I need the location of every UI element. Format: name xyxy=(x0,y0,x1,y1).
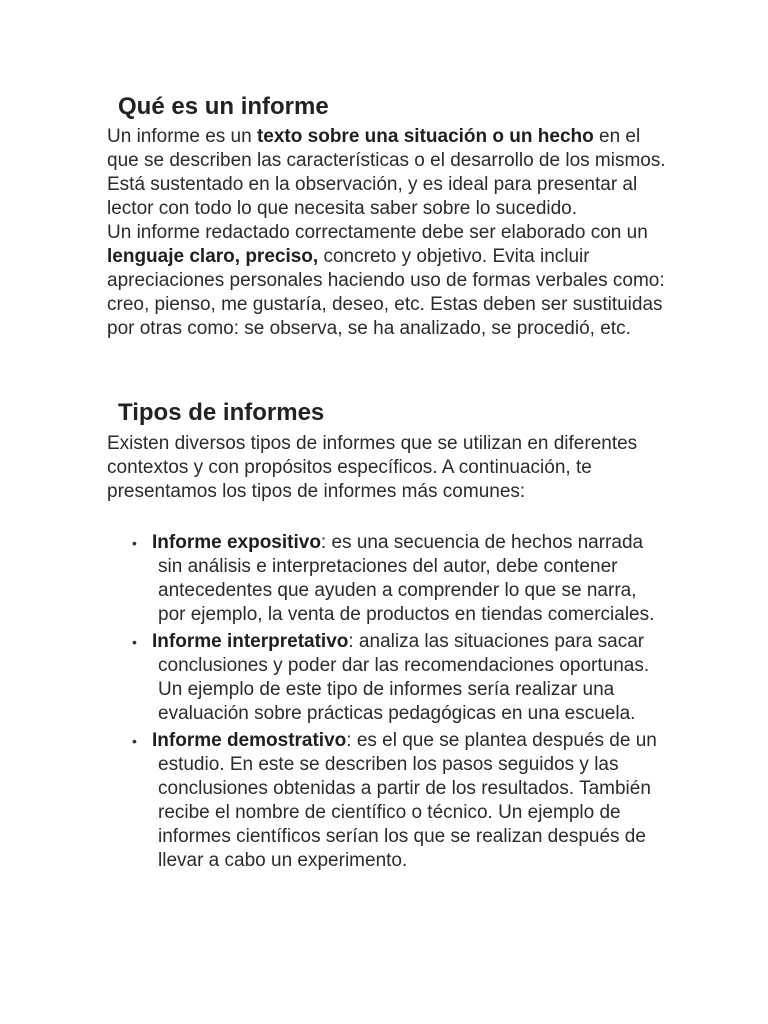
list-item-text: : es una secuencia de hechos narrada sin análisis e interpretaciones del autor, debe contener antecedentes que ayuden a comprender lo que se narra, por ejemplo, la venta de productos en tiendas comerciales. xyxy=(158,532,655,625)
text-segment: Un informe redactado correctamente debe ser elaborado con un xyxy=(107,222,648,243)
bullet-icon: • xyxy=(132,535,137,551)
paragraph-definition xyxy=(107,125,667,221)
list-item-text: : analiza las situaciones para sacar conclusiones y poder dar las recomendaciones oportunas. Un ejemplo de este tipo de informes sería realizar una evaluación sobre prácticas pedagógicas en una escuela. xyxy=(158,631,650,724)
list-item-text: : es el que se plantea después de un estudio. En este se describen los pasos seguidos y las conclusiones obtenidas a partir de los resultados. También recibe el nombre de científico o técnico. Un ejemplo de informes científicos serían los que se realizan después de llevar a cabo un experimento. xyxy=(158,730,657,871)
list-item xyxy=(107,531,667,627)
paragraph-language xyxy=(107,221,667,341)
list-item-term: Informe demostrativo xyxy=(152,730,347,751)
bold-phrase: texto sobre una situación o un hecho xyxy=(256,126,594,147)
bullet-icon: • xyxy=(132,733,137,749)
section-body-tipos xyxy=(107,432,667,504)
list-item-term: Informe expositivo xyxy=(152,532,321,553)
list-item xyxy=(107,630,667,726)
bold-phrase: lenguaje claro, preciso, xyxy=(107,246,319,267)
text-segment: en el que se describen las características o el desarrollo de los mismos. Está sustentado en la observación, y es ideal para presentar al lector con todo lo que necesita saber sobre lo sucedido. xyxy=(107,126,666,219)
section-body-informe xyxy=(107,125,667,341)
text-segment: concreto y objetivo. Evita incluir apreciaciones personales haciendo uso de formas verbales como: creo, pienso, me gustaría, deseo, etc. Estas deben ser sustituidas por otras como: se observa, se ha analizado, se procedió, etc. xyxy=(107,246,665,339)
section-title-que-es-un-informe: Qué es un informe xyxy=(118,93,329,120)
report-types-list xyxy=(107,531,667,876)
section-title-tipos-de-informes: Tipos de informes xyxy=(118,399,325,426)
text-segment: Un informe es un xyxy=(107,126,257,147)
list-item xyxy=(107,729,667,873)
list-item-term: Informe interpretativo xyxy=(152,631,349,652)
bullet-icon: • xyxy=(132,634,137,650)
paragraph-intro: Existen diversos tipos de informes que se utilizan en diferentes contextos y con propósitos específicos. A continuación, te presentamos los tipos de informes más comunes: xyxy=(107,433,638,502)
